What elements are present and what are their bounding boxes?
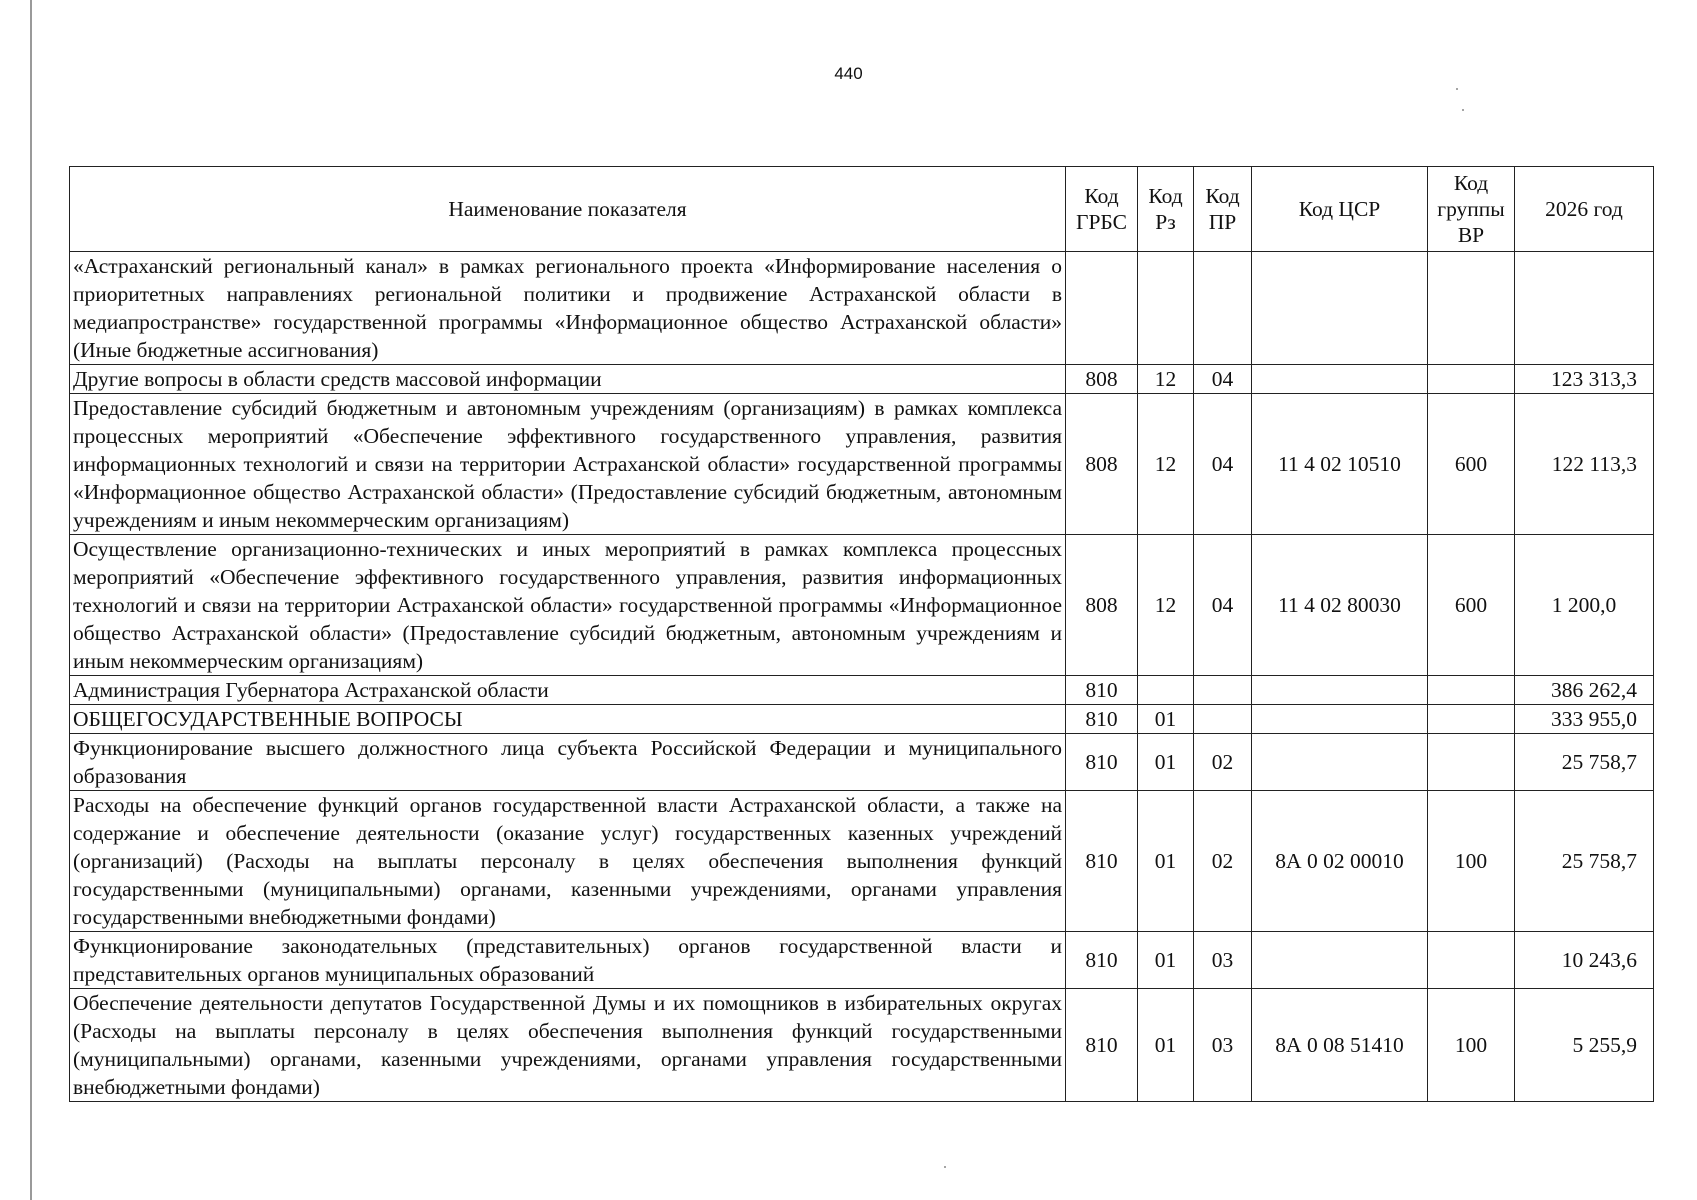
row-vr: 100 [1428,791,1515,932]
row-rz: 12 [1138,394,1194,535]
row-name: Администрация Губернатора Астраханской области [70,676,1066,705]
row-grbs: 808 [1066,535,1138,676]
scan-speck [944,1166,946,1168]
row-pr [1194,676,1252,705]
row-pr: 02 [1194,734,1252,791]
row-rz [1138,252,1194,365]
scan-speck [1462,109,1464,111]
row-pr: 02 [1194,791,1252,932]
row-rz: 01 [1138,932,1194,989]
scan-speck [1456,88,1458,90]
row-name: Предоставление субсидий бюджетным и автономным учреждениям (организациям) в рамках комплекса процессных мероприятий «Обеспечение эффективного государственного управления, развития информационных технологий и связи на территории Астраханской области» государственной программы «Информационное общество Астраханской области» (Предоставление субсидий бюджетным, автономным учреждениям и иным некоммерческим организациям) [70,394,1066,535]
row-name: Функционирование высшего должностного лица субъекта Российской Федерации и муниципального образования [70,734,1066,791]
row-amount: 122 113,3 [1515,394,1654,535]
row-grbs: 808 [1066,365,1138,394]
row-pr: 04 [1194,535,1252,676]
row-name: Обеспечение деятельности депутатов Государственной Думы и их помощников в избирательных округах (Расходы на выплаты персоналу в целях обеспечения выполнения функций государственными (муниципальными) органами, казенными учреждениями, органами управления государственными внебюджетными фондами) [70,989,1066,1102]
table-row [70,734,1654,791]
col-header-grbs: Код ГРБС [1066,167,1138,252]
col-header-name: Наименование показателя [70,167,1066,252]
row-pr: 03 [1194,989,1252,1102]
row-grbs: 808 [1066,394,1138,535]
row-amount: 1 200,0 [1515,535,1654,676]
col-header-vr: Код группы ВР [1428,167,1515,252]
row-vr [1428,252,1515,365]
row-pr [1194,705,1252,734]
row-amount: 5 255,9 [1515,989,1654,1102]
table-row [70,989,1654,1102]
row-vr [1428,365,1515,394]
table-row [70,394,1654,535]
row-csr: 8А 0 02 00010 [1252,791,1428,932]
row-vr [1428,676,1515,705]
row-grbs: 810 [1066,932,1138,989]
row-pr [1194,252,1252,365]
row-csr [1252,365,1428,394]
row-rz [1138,676,1194,705]
row-pr: 04 [1194,365,1252,394]
row-name: Расходы на обеспечение функций органов государственной власти Астраханской области, а также на содержание и обеспечение деятельности (оказание услуг) государственных казенных учреждений (организаций) (Расходы на выплаты персоналу в целях обеспечения выполнения функций государственными (муниципальными) органами, казенными учреждениями, органами управления государственными внебюджетными фондами) [70,791,1066,932]
row-amount: 333 955,0 [1515,705,1654,734]
col-header-rz: Код Рз [1138,167,1194,252]
row-name: Другие вопросы в области средств массовой информации [70,365,1066,394]
row-rz: 01 [1138,705,1194,734]
row-name: Функционирование законодательных (представительных) органов государственной власти и представительных органов муниципальных образований [70,932,1066,989]
col-header-amount: 2026 год [1515,167,1654,252]
row-grbs: 810 [1066,791,1138,932]
row-csr [1252,932,1428,989]
row-vr [1428,705,1515,734]
row-vr [1428,932,1515,989]
table-row [70,252,1654,365]
budget-table [69,166,1654,1102]
table-row [70,932,1654,989]
col-header-pr: Код ПР [1194,167,1252,252]
row-rz: 01 [1138,791,1194,932]
row-amount: 123 313,3 [1515,365,1654,394]
table-row [70,365,1654,394]
row-name: ОБЩЕГОСУДАРСТВЕННЫЕ ВОПРОСЫ [70,705,1066,734]
row-grbs: 810 [1066,989,1138,1102]
row-grbs: 810 [1066,705,1138,734]
row-vr [1428,734,1515,791]
row-pr: 04 [1194,394,1252,535]
scan-edge-line [30,0,32,1200]
page-number: 440 [834,64,863,83]
row-csr: 11 4 02 80030 [1252,535,1428,676]
row-csr: 8А 0 08 51410 [1252,989,1428,1102]
row-csr [1252,252,1428,365]
table-row [70,791,1654,932]
row-pr: 03 [1194,932,1252,989]
row-name: Осуществление организационно-технических и иных мероприятий в рамках комплекса процессных мероприятий «Обеспечение эффективного государственного управления, развития информационных технологий и связи на территории Астраханской области» государственной программы «Информационное общество Астраханской области» (Предоставление субсидий бюджетным, автономным учреждениям и иным некоммерческим организациям) [70,535,1066,676]
col-header-csr: Код ЦСР [1252,167,1428,252]
row-vr: 600 [1428,535,1515,676]
table-row [70,705,1654,734]
row-rz: 12 [1138,365,1194,394]
row-amount: 25 758,7 [1515,734,1654,791]
row-grbs [1066,252,1138,365]
row-vr: 600 [1428,394,1515,535]
row-grbs: 810 [1066,676,1138,705]
row-amount: 10 243,6 [1515,932,1654,989]
table-row [70,535,1654,676]
table-header-row [70,167,1654,252]
row-rz: 12 [1138,535,1194,676]
row-csr [1252,705,1428,734]
row-name: «Астраханский региональный канал» в рамках регионального проекта «Информирование населения о приоритетных направлениях региональной политики и продвижение Астраханской области в медиапространстве» государственной программы «Информационное общество Астраханской области» (Иные бюджетные ассигнования) [70,252,1066,365]
row-amount [1515,252,1654,365]
table-row [70,676,1654,705]
row-rz: 01 [1138,989,1194,1102]
row-amount: 386 262,4 [1515,676,1654,705]
row-rz: 01 [1138,734,1194,791]
row-grbs: 810 [1066,734,1138,791]
row-csr: 11 4 02 10510 [1252,394,1428,535]
row-csr [1252,734,1428,791]
row-csr [1252,676,1428,705]
row-vr: 100 [1428,989,1515,1102]
row-amount: 25 758,7 [1515,791,1654,932]
